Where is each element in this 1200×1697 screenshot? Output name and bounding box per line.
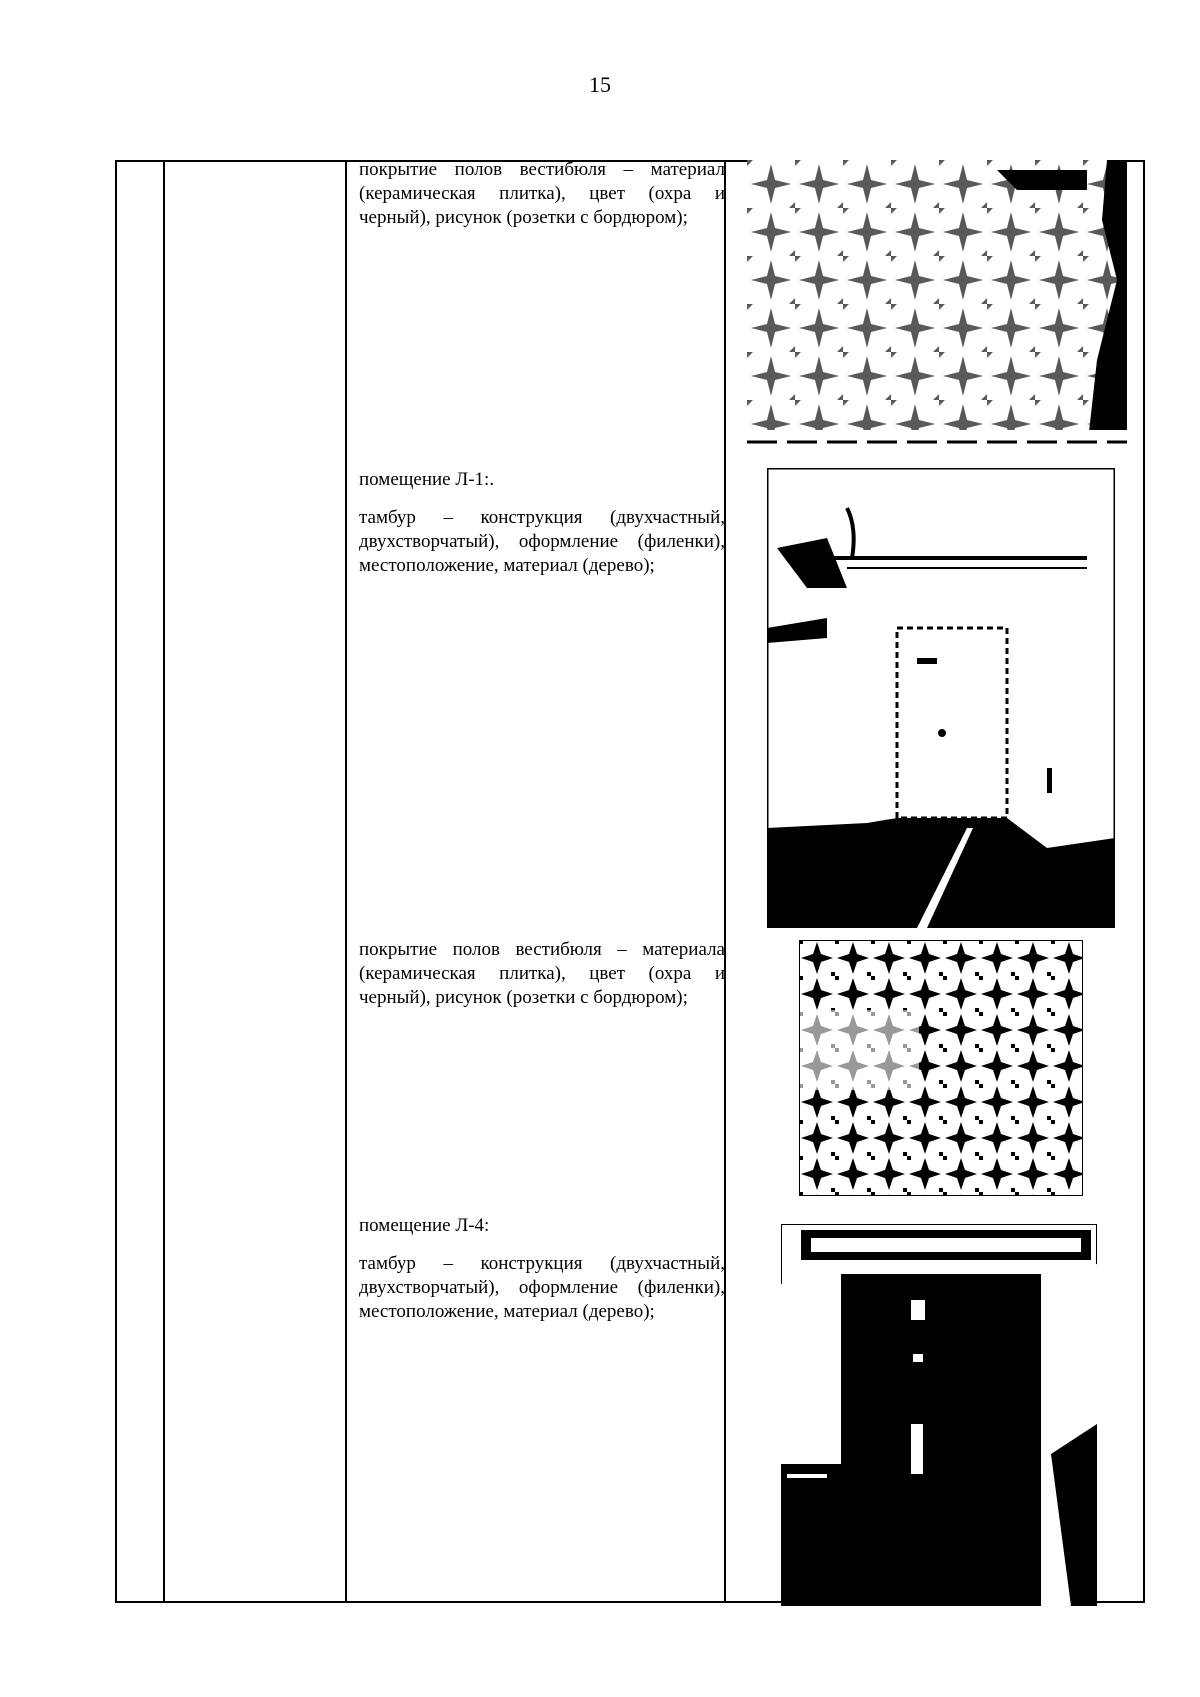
column-divider-1 [163,162,165,1601]
description-table [115,160,1145,1603]
row-3-text [359,938,725,1024]
row-1-paragraph-1: покрытие полов вестибюля – материал (керамическая плитка), цвет (охра и черный), рисунок (розетки с бордюром); [359,159,725,228]
vestibule-door-photo-2 [781,1224,1097,1606]
column-divider-2 [345,162,347,1601]
row-2-paragraph-1: помещение Л-1:. [359,469,495,490]
floor-tile-photo-2 [799,940,1083,1196]
row-2-paragraph-2: тамбур – конструкция (двухчастный, двухстворчатый), оформление (филенки), местоположение, материал (дерево); [359,507,725,576]
row-2-text [359,468,725,592]
row-4-paragraph-2: тамбур – конструкция (двухчастный, двухстворчатый), оформление (филенки), местоположение, материал (дерево); [359,1253,725,1322]
page-number: 15 [589,72,611,97]
floor-tile-photo-1 [747,160,1127,450]
row-4-paragraph-1: помещение Л-4: [359,1215,490,1236]
column-divider-3 [724,162,726,1601]
row-4-text [359,1214,725,1338]
vestibule-door-photo-1 [767,468,1115,928]
row-1-text [359,158,725,244]
row-3-paragraph-1: покрытие полов вестибюля – материала (керамическая плитка), цвет (охра и черный), рисунок (розетки с бордюром); [359,939,725,1008]
